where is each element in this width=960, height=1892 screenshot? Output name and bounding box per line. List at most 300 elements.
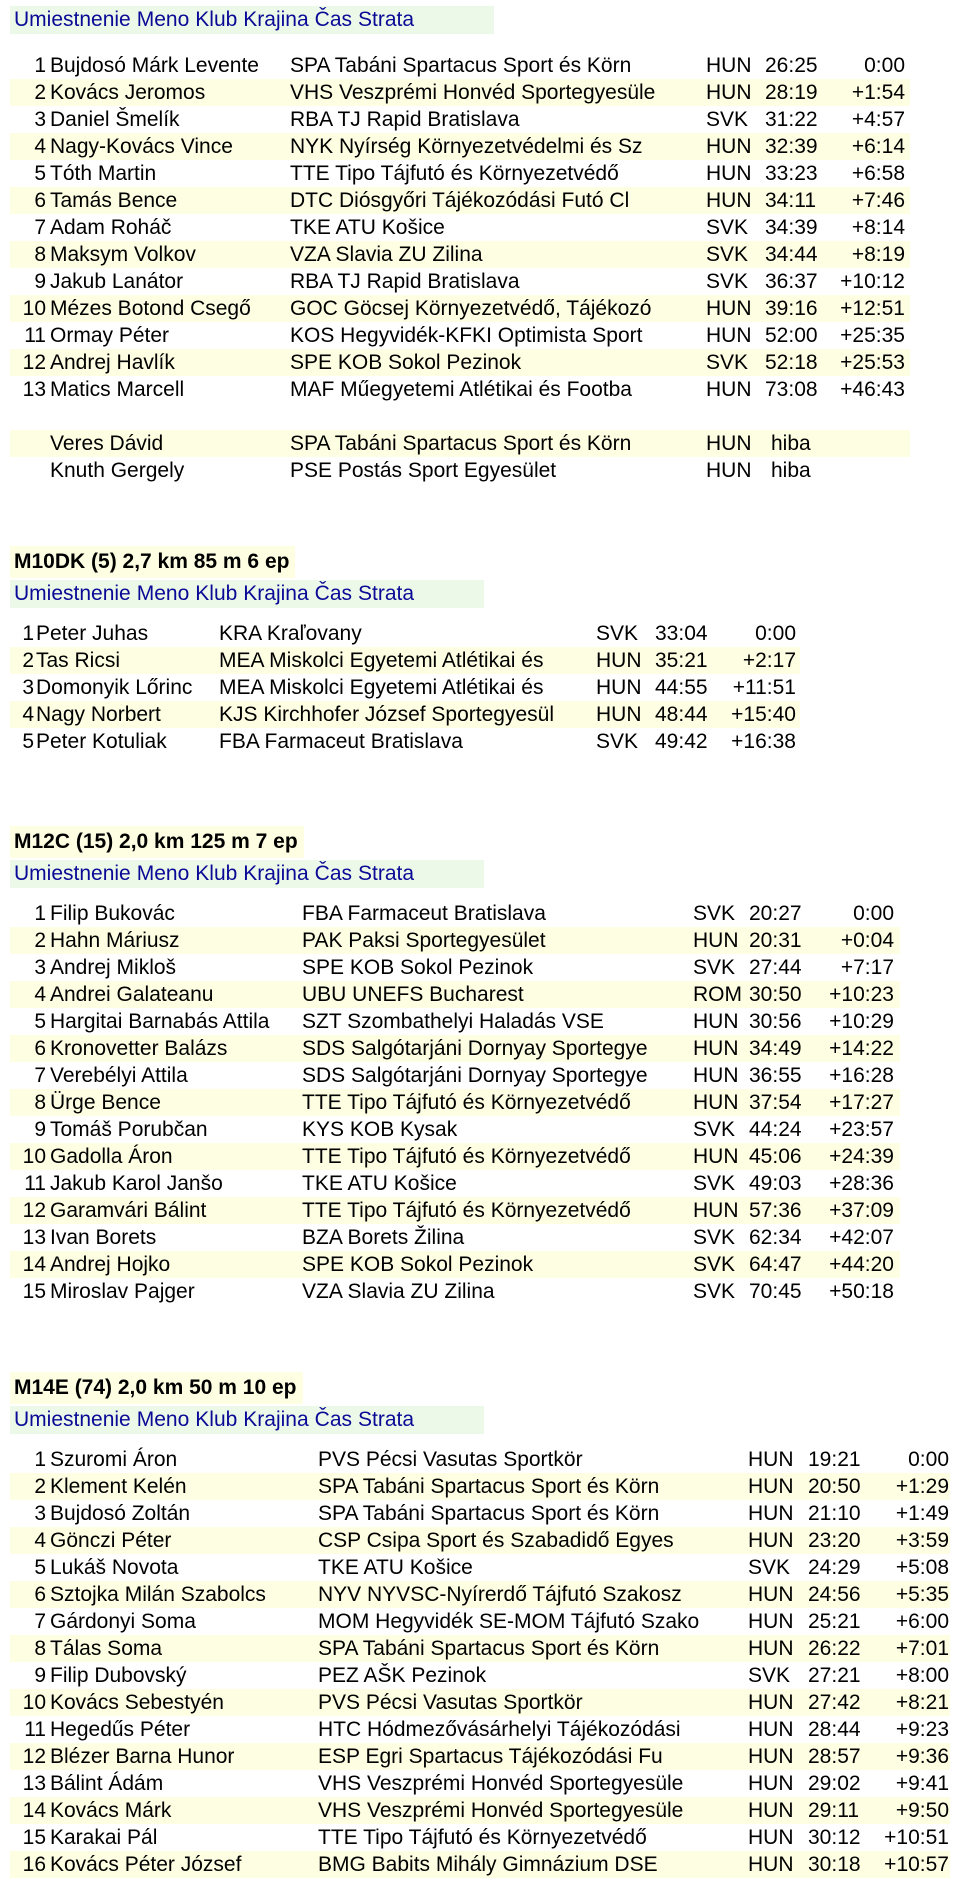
country-cell: SVK [693, 1280, 736, 1303]
country-cell: SVK [596, 730, 639, 753]
club-cell: VHS Veszprémi Honvéd Sportegyesüle [318, 1772, 684, 1795]
table-row [10, 52, 910, 79]
column-header-row [10, 1406, 484, 1434]
runner-name: Andrei Galateanu [50, 983, 214, 1006]
time-cell: 30:50 [749, 983, 802, 1006]
time-cell: 29:02 [808, 1772, 861, 1795]
runner-name: Ürge Bence [50, 1091, 161, 1114]
header-position: Umiestnenie [14, 862, 131, 885]
runner-name: Matics Marcell [50, 378, 185, 401]
club-cell: PVS Pécsi Vasutas Sportkör [318, 1448, 583, 1471]
place-cell: 3 [34, 1502, 46, 1525]
club-cell: VZA Slavia ZU Zilina [302, 1280, 495, 1303]
diff-cell: +50:18 [829, 1280, 894, 1303]
diff-cell: +3:59 [895, 1529, 949, 1552]
club-cell: SPE KOB Sokol Pezinok [302, 956, 534, 979]
diff-cell: 0:00 [908, 1448, 949, 1471]
diff-cell: +28:36 [829, 1172, 894, 1195]
runner-name: Sztojka Milán Szabolcs [50, 1583, 266, 1606]
runner-name: Hahn Máriusz [50, 929, 180, 952]
header-country: Krajina [243, 8, 309, 31]
time-cell: 37:54 [749, 1091, 802, 1114]
table-row [10, 1851, 950, 1878]
table-row [10, 981, 900, 1008]
time-cell: 64:47 [749, 1253, 802, 1276]
time-cell: 35:21 [655, 649, 708, 672]
diff-cell: +25:35 [840, 324, 905, 347]
runner-name: Kovács Sebestyén [50, 1691, 224, 1714]
row-spacer [10, 403, 910, 430]
table-row [10, 1770, 950, 1797]
time-cell: 21:10 [808, 1502, 861, 1525]
country-cell: HUN [748, 1853, 794, 1876]
runner-name: Lukáš Novota [50, 1556, 179, 1579]
time-cell: 57:36 [749, 1199, 802, 1222]
category-title: M10DK (5) 2,7 km 85 m 6 ep [10, 546, 295, 578]
header-time: Čas [314, 862, 353, 885]
country-cell: SVK [706, 243, 749, 266]
table-row [10, 1500, 950, 1527]
table-row [10, 1170, 900, 1197]
place-cell: 4 [34, 983, 46, 1006]
runner-name: Adam Roháč [50, 216, 172, 239]
club-cell: TKE ATU Košice [318, 1556, 473, 1579]
time-cell: 49:42 [655, 730, 708, 753]
club-cell: TTE Tipo Tájfutó és Környezetvédő [290, 162, 619, 185]
time-cell: 33:23 [765, 162, 818, 185]
runner-name: Filip Dubovský [50, 1664, 187, 1687]
time-cell: 31:22 [765, 108, 818, 131]
diff-cell: +16:28 [829, 1064, 894, 1087]
diff-cell: +1:49 [895, 1502, 949, 1525]
results-table [10, 620, 800, 755]
table-row [10, 79, 910, 106]
time-cell: 28:44 [808, 1718, 861, 1741]
country-cell: SVK [706, 270, 749, 293]
header-name: Meno [136, 582, 190, 605]
runner-name: Garamvári Bálint [50, 1199, 207, 1222]
category-title: M14E (74) 2,0 km 50 m 10 ep [10, 1372, 303, 1404]
diff-cell: +8:19 [851, 243, 905, 266]
place-cell: 2 [34, 81, 46, 104]
place-cell: 4 [34, 1529, 46, 1552]
place-cell: 1 [34, 902, 46, 925]
place-cell: 10 [22, 297, 46, 320]
club-cell: BMG Babits Mihály Gimnázium DSE [318, 1853, 658, 1876]
time-cell: 26:25 [765, 54, 818, 77]
country-cell: SVK [693, 1226, 736, 1249]
runner-name: Blézer Barna Hunor [50, 1745, 235, 1768]
club-cell: NYK Nyírség Környezetvédelmi és Sz [290, 135, 643, 158]
table-row [10, 900, 900, 927]
country-cell: HUN [748, 1529, 794, 1552]
club-cell: TTE Tipo Tájfutó és Környezetvédő [318, 1826, 647, 1849]
diff-cell: +24:39 [829, 1145, 894, 1168]
time-cell: 24:29 [808, 1556, 861, 1579]
runner-name: Gadolla Áron [50, 1145, 173, 1168]
country-cell: HUN [748, 1610, 794, 1633]
table-row [10, 1473, 950, 1500]
runner-name: Andrej Hojko [50, 1253, 171, 1276]
column-header-row [10, 860, 484, 888]
table-row [10, 457, 910, 484]
country-cell: HUN [693, 1145, 739, 1168]
runner-name: Nagy-Kovács Vince [50, 135, 233, 158]
column-header-row [10, 6, 494, 34]
place-cell: 8 [34, 1091, 46, 1114]
place-cell: 5 [34, 1556, 46, 1579]
table-row [10, 349, 910, 376]
time-cell: hiba [771, 459, 811, 482]
diff-cell: +25:53 [840, 351, 905, 374]
country-cell: SVK [693, 1172, 736, 1195]
runner-name: Gárdonyi Soma [50, 1610, 196, 1633]
club-cell: FBA Farmaceut Bratislava [302, 902, 546, 925]
runner-name: Klement Kelén [50, 1475, 187, 1498]
time-cell: 20:27 [749, 902, 802, 925]
diff-cell: +1:29 [895, 1475, 949, 1498]
place-cell: 1 [34, 54, 46, 77]
time-cell: 36:37 [765, 270, 818, 293]
header-time: Čas [314, 8, 353, 31]
club-cell: SPA Tabáni Spartacus Sport és Körn [290, 54, 632, 77]
runner-name: Jakub Karol Janšo [50, 1172, 223, 1195]
club-cell: SPA Tabáni Spartacus Sport és Körn [318, 1475, 660, 1498]
place-cell: 15 [22, 1826, 46, 1849]
runner-name: Tas Ricsi [36, 649, 121, 672]
club-cell: VZA Slavia ZU Zilina [290, 243, 483, 266]
place-cell: 10 [22, 1145, 46, 1168]
header-diff: Strata [358, 862, 415, 885]
header-time: Čas [314, 582, 353, 605]
country-cell: SVK [693, 1118, 736, 1141]
table-row [10, 1608, 950, 1635]
country-cell: HUN [693, 1064, 739, 1087]
country-cell: HUN [748, 1718, 794, 1741]
place-cell: 6 [34, 1583, 46, 1606]
club-cell: MEA Miskolci Egyetemi Atlétikai és [219, 676, 544, 699]
table-row [10, 1797, 950, 1824]
diff-cell: +37:09 [829, 1199, 894, 1222]
time-cell: 30:18 [808, 1853, 861, 1876]
club-cell: PVS Pécsi Vasutas Sportkör [318, 1691, 583, 1714]
club-cell: SPA Tabáni Spartacus Sport és Körn [318, 1637, 660, 1660]
diff-cell: +7:46 [851, 189, 905, 212]
table-row [10, 1662, 950, 1689]
diff-cell: +8:14 [851, 216, 905, 239]
diff-cell: +6:00 [895, 1610, 949, 1633]
header-time: Čas [314, 1408, 353, 1431]
table-row [10, 187, 910, 214]
category-title: M12C (15) 2,0 km 125 m 7 ep [10, 826, 304, 858]
time-cell: 62:34 [749, 1226, 802, 1249]
runner-name: Maksym Volkov [50, 243, 196, 266]
club-cell: CSP Csipa Sport és Szabadidő Egyes [318, 1529, 674, 1552]
table-row [10, 1689, 950, 1716]
header-position: Umiestnenie [14, 582, 131, 605]
runner-name: Tamás Bence [50, 189, 178, 212]
header-club: Klub [195, 862, 238, 885]
time-cell: 36:55 [749, 1064, 802, 1087]
runner-name: Verebélyi Attila [50, 1064, 188, 1087]
diff-cell: +14:22 [829, 1037, 894, 1060]
place-cell: 13 [22, 1772, 46, 1795]
place-cell: 3 [34, 108, 46, 131]
country-cell: SVK [693, 1253, 736, 1276]
header-name: Meno [136, 1408, 190, 1431]
place-cell: 8 [34, 243, 46, 266]
runner-name: Ivan Borets [50, 1226, 157, 1249]
time-cell: 73:08 [765, 378, 818, 401]
place-cell: 5 [22, 730, 34, 753]
diff-cell: 0:00 [853, 902, 894, 925]
club-cell: MOM Hegyvidék SE-MOM Tájfutó Szako [318, 1610, 700, 1633]
club-cell: MEA Miskolci Egyetemi Atlétikai és [219, 649, 544, 672]
runner-name: Nagy Norbert [36, 703, 161, 726]
header-position: Umiestnenie [14, 8, 131, 31]
runner-name: Miroslav Pajger [50, 1280, 195, 1303]
runner-name: Tomáš Porubčan [50, 1118, 208, 1141]
time-cell: 48:44 [655, 703, 708, 726]
table-row [10, 647, 800, 674]
diff-cell: +8:21 [895, 1691, 949, 1714]
country-cell: HUN [748, 1691, 794, 1714]
table-row [10, 1554, 950, 1581]
table-row [10, 1716, 950, 1743]
header-name: Meno [136, 8, 190, 31]
runner-name: Tóth Martin [50, 162, 157, 185]
table-row [10, 620, 800, 647]
diff-cell: +9:50 [895, 1799, 949, 1822]
table-row [10, 1743, 950, 1770]
time-cell: 30:56 [749, 1010, 802, 1033]
club-cell: RBA TJ Rapid Bratislava [290, 270, 520, 293]
club-cell: SPE KOB Sokol Pezinok [302, 1253, 534, 1276]
club-cell: TTE Tipo Tájfutó és Környezetvédő [302, 1091, 631, 1114]
place-cell: 2 [34, 929, 46, 952]
club-cell: VHS Veszprémi Honvéd Sportegyesüle [318, 1799, 684, 1822]
time-cell: 32:39 [765, 135, 818, 158]
header-position: Umiestnenie [14, 1408, 131, 1431]
table-row [10, 160, 910, 187]
table-row [10, 728, 800, 755]
diff-cell: +17:27 [829, 1091, 894, 1114]
diff-cell: +10:29 [829, 1010, 894, 1033]
place-cell: 9 [34, 270, 46, 293]
place-cell: 7 [34, 1610, 46, 1633]
runner-name: Kovács Jeromos [50, 81, 206, 104]
header-club: Klub [195, 582, 238, 605]
table-row [10, 1251, 900, 1278]
diff-cell: +1:54 [851, 81, 905, 104]
header-diff: Strata [358, 1408, 415, 1431]
time-cell: 44:24 [749, 1118, 802, 1141]
diff-cell: +5:08 [895, 1556, 949, 1579]
table-row [10, 1224, 900, 1251]
table-row [10, 1824, 950, 1851]
time-cell: 24:56 [808, 1583, 861, 1606]
table-row [10, 268, 910, 295]
time-cell: 20:31 [749, 929, 802, 952]
place-cell: 11 [24, 1718, 46, 1741]
time-cell: 34:11 [765, 189, 816, 212]
diff-cell: +9:41 [895, 1772, 949, 1795]
runner-name: Karakai Pál [50, 1826, 158, 1849]
time-cell: 25:21 [808, 1610, 861, 1633]
club-cell: SDS Salgótarjáni Dornyay Sportegye [302, 1037, 648, 1060]
club-cell: KRA Kraľovany [219, 622, 362, 645]
country-cell: HUN [706, 162, 752, 185]
club-cell: NYV NYVSC-Nyírerdő Tájfutó Szakosz [318, 1583, 682, 1606]
country-cell: SVK [706, 108, 749, 131]
table-row [10, 1116, 900, 1143]
place-cell: 11 [24, 324, 46, 347]
place-cell: 2 [22, 649, 34, 672]
table-row [10, 376, 910, 403]
country-cell: HUN [706, 135, 752, 158]
place-cell: 7 [34, 216, 46, 239]
place-cell: 11 [24, 1172, 46, 1195]
table-row [10, 1527, 950, 1554]
time-cell: 34:44 [765, 243, 818, 266]
place-cell: 5 [34, 1010, 46, 1033]
country-cell: SVK [706, 351, 749, 374]
header-club: Klub [195, 8, 238, 31]
diff-cell: 0:00 [755, 622, 796, 645]
table-row [10, 954, 900, 981]
country-cell: HUN [706, 297, 752, 320]
diff-cell: +8:00 [895, 1664, 949, 1687]
club-cell: GOC Göcsej Környezetvédő, Tájékozó [290, 297, 652, 320]
diff-cell: +0:04 [840, 929, 894, 952]
runner-name: Bálint Ádám [50, 1772, 164, 1795]
diff-cell: +10:23 [829, 983, 894, 1006]
time-cell: 33:04 [655, 622, 708, 645]
time-cell: 34:39 [765, 216, 818, 239]
club-cell: UBU UNEFS Bucharest [302, 983, 524, 1006]
table-row [10, 1008, 900, 1035]
runner-name: Peter Kotuliak [36, 730, 167, 753]
header-country: Krajina [243, 862, 309, 885]
club-cell: TKE ATU Košice [302, 1172, 457, 1195]
place-cell: 14 [22, 1799, 46, 1822]
table-row [10, 322, 910, 349]
country-cell: HUN [693, 1199, 739, 1222]
place-cell: 13 [22, 378, 46, 401]
country-cell: SVK [693, 956, 736, 979]
place-cell: 1 [34, 1448, 46, 1471]
place-cell: 3 [22, 676, 34, 699]
country-cell: HUN [748, 1799, 794, 1822]
club-cell: SPE KOB Sokol Pezinok [290, 351, 522, 374]
diff-cell: +11:51 [732, 676, 796, 699]
club-cell: TTE Tipo Tájfutó és Környezetvédő [302, 1145, 631, 1168]
time-cell: 28:57 [808, 1745, 861, 1768]
country-cell: HUN [748, 1502, 794, 1525]
time-cell: 23:20 [808, 1529, 861, 1552]
table-row [10, 674, 800, 701]
club-cell: ESP Egri Spartacus Tájékozódási Fu [318, 1745, 663, 1768]
diff-cell: +9:36 [895, 1745, 949, 1768]
country-cell: HUN [748, 1826, 794, 1849]
runner-name: Kovács Márk [50, 1799, 172, 1822]
place-cell: 4 [34, 135, 46, 158]
country-cell: HUN [748, 1745, 794, 1768]
diff-cell: +6:58 [851, 162, 905, 185]
country-cell: HUN [748, 1475, 794, 1498]
place-cell: 9 [34, 1664, 46, 1687]
runner-name: Ormay Péter [50, 324, 170, 347]
header-diff: Strata [358, 8, 415, 31]
table-row [10, 1089, 900, 1116]
diff-cell: +7:01 [895, 1637, 949, 1660]
country-cell: SVK [706, 216, 749, 239]
diff-cell: +10:12 [840, 270, 905, 293]
runner-name: Gönczi Péter [50, 1529, 172, 1552]
club-cell: VHS Veszprémi Honvéd Sportegyesüle [290, 81, 656, 104]
table-row [10, 1278, 900, 1305]
country-cell: HUN [706, 378, 752, 401]
runner-name: Mézes Botond Csegő [50, 297, 251, 320]
runner-name: Hegedűs Péter [50, 1718, 191, 1741]
country-cell: ROM [693, 983, 742, 1006]
country-cell: SVK [748, 1556, 791, 1579]
place-cell: 10 [22, 1691, 46, 1714]
club-cell: KYS KOB Kysak [302, 1118, 458, 1141]
club-cell: KJS Kirchhofer József Sportegyesül [219, 703, 554, 726]
table-row [10, 927, 900, 954]
country-cell: HUN [693, 929, 739, 952]
diff-cell: +46:43 [840, 378, 905, 401]
place-cell: 4 [22, 703, 34, 726]
club-cell: PAK Paksi Sportegyesület [302, 929, 546, 952]
runner-name: Veres Dávid [50, 432, 164, 455]
country-cell: SVK [693, 902, 736, 925]
runner-name: Kovács Péter József [50, 1853, 242, 1876]
time-cell: 49:03 [749, 1172, 802, 1195]
country-cell: HUN [706, 189, 752, 212]
time-cell: 27:21 [808, 1664, 861, 1687]
country-cell: HUN [748, 1448, 794, 1471]
time-cell: 45:06 [749, 1145, 802, 1168]
table-row [10, 241, 910, 268]
diff-cell: +10:57 [884, 1853, 949, 1876]
table-row [10, 214, 910, 241]
results-table [10, 1446, 950, 1878]
country-cell: HUN [706, 54, 752, 77]
table-row [10, 295, 910, 322]
country-cell: SVK [748, 1664, 791, 1687]
country-cell: HUN [596, 649, 642, 672]
time-cell: 34:49 [749, 1037, 802, 1060]
place-cell: 12 [22, 1745, 46, 1768]
diff-cell: +2:17 [742, 649, 796, 672]
header-club: Klub [195, 1408, 238, 1431]
club-cell: FBA Farmaceut Bratislava [219, 730, 463, 753]
place-cell: 16 [22, 1853, 46, 1876]
time-cell: 44:55 [655, 676, 708, 699]
place-cell: 9 [34, 1118, 46, 1141]
table-row [10, 1197, 900, 1224]
place-cell: 12 [22, 351, 46, 374]
place-cell: 12 [22, 1199, 46, 1222]
place-cell: 7 [34, 1064, 46, 1087]
runner-name: Daniel Šmelík [50, 108, 180, 131]
runner-name: Jakub Lanátor [50, 270, 184, 293]
diff-cell: +16:38 [731, 730, 796, 753]
table-row [10, 1143, 900, 1170]
place-cell: 5 [34, 162, 46, 185]
